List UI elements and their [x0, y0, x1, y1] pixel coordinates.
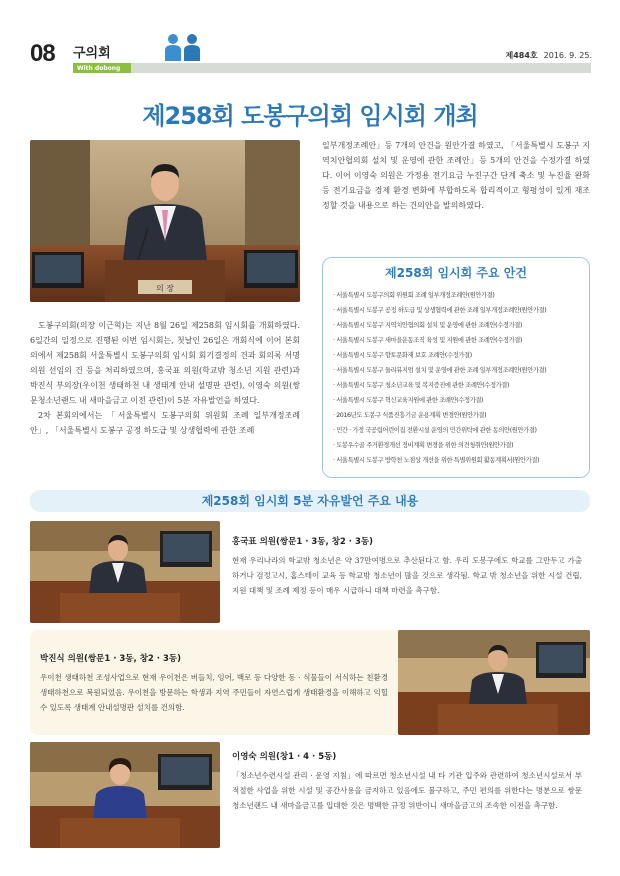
right-column-text	[322, 138, 590, 213]
page-number: 08	[30, 40, 55, 67]
issue-number: 제484호	[505, 51, 538, 60]
speaker-text-2: 우이천 생태하천 조성사업으로 현재 우이천은 버들치, 잉어, 백로 등 다양한 동 · 식물들이 서식하는 친환경 생태하천으로 복원되었음. 우이천을 방문하는 학생과 지역 주민들이 자연스럽게 생태환경을 이해하고 익힐 수 있도록 생태계 안내설명판 설치를 건의함.	[40, 673, 388, 712]
speaker-photo-1	[30, 521, 220, 623]
right-paragraph: 일부개정조례안」등 7개의 안건을 원안가결 하였고, 「서울특별시 도봉구 지역치안협의회 설치 및 운영에 관한 조례안」등 5개의 안건을 수정가결 하였다. 이어 이영숙 의원은 가정용 전기요금 누진구간 단계 축소 및 누진율 완화 등 전기요금을 경제 환경 변화에 부합하도록 합리적이고 형평성이 있게 재조정할 것을 내용으로 하는 건의안을 발의하였다.	[322, 141, 590, 210]
speaker-panel-2	[30, 630, 590, 735]
agenda-item: · 서울특별시 도봉구 혁신교육지원에 관한 조례안(수정가결)	[333, 397, 484, 404]
agenda-item: · 서울특별시 도봉구 지역치안협의회 설치 및 운영에 관한 조례안(수정가결)	[333, 322, 523, 329]
agenda-item: · 서울특별시 도봉구 둘리뮤지엄 설치 및 운영에 관한 조례 일부개정조례안(원안가결)	[333, 367, 547, 374]
agenda-item: · 민간 · 가정 국공립어린이집 전환시설 운영의 민간위탁에 관한 동의안(원안가결)	[333, 427, 537, 434]
agenda-title: 제258회 임시회 주요 안건	[385, 266, 527, 280]
chairman-photo	[30, 140, 300, 302]
section-subtitle: With dobong	[73, 63, 131, 73]
agenda-list	[333, 288, 587, 468]
intro-text	[30, 318, 300, 438]
speaker-text-3: 「청소년수련시설 관리 · 운영 지침」에 따르면 청소년시설 내 타 기관 입주와 관련하여 청소년시설로서 부적절한 사업을 위한 시설 및 공간사용을 금지하고 있음에도 불구하고, 주민 편의를 위한다는 명분으로 쌍문청소년랜드 내 새마을금고를 입대한 것은 명백한 규정 위반이니 새마을금고의 조속한 이전을 촉구함.	[232, 771, 582, 810]
nameplate-text: 의 장	[156, 284, 174, 293]
agenda-item: · 서울특별시 도봉구의회 위원회 조례 일부개정조례안(원안가결)	[333, 292, 495, 299]
speaker-name-2: 박진식 의원(쌍문1 · 3동, 창2 · 3동)	[40, 654, 181, 664]
speaker-panel-3	[30, 742, 590, 848]
speaker-photo-3	[30, 742, 220, 848]
article-title: 제258회 도봉구의회 임시회 개최	[142, 102, 478, 130]
agenda-item: · 서울특별시 도봉구 청소년교육 및 복지증진에 관한 조례안(수정가결)	[333, 382, 510, 389]
issue-date: 2016. 9. 25.	[543, 51, 592, 60]
agenda-item: · 2016년도 도봉구 식품진흥기금 운용계획 변경안(원안가결)	[333, 412, 487, 419]
people-icon	[162, 32, 204, 62]
speaker-panel-1	[30, 521, 590, 623]
speaker-name-3: 이영숙 의원(창1 · 4 · 5동)	[232, 752, 337, 762]
section-title: 구의회	[73, 46, 111, 61]
speaker-name-1: 홍국표 의원(쌍문1 · 3동, 창2 · 3동)	[232, 537, 373, 547]
agenda-box	[322, 257, 590, 478]
header-rule	[73, 63, 591, 73]
agenda-item: · 서울특별시 도봉구 향토문화재 보호 조례안(수정가결)	[333, 352, 472, 359]
page-header	[0, 0, 620, 76]
issue-info	[506, 50, 593, 61]
agenda-item: · 서울특별시 도봉구 공정 하도급 및 상생협력에 관한 조례 일부개정조례안(원안가결)	[333, 307, 547, 314]
speaker-photo-2	[398, 630, 590, 735]
intro-paragraph-1: 도봉구의회(의장 이근혁)는 지난 8월 26일 제258회 임시회를 개회하였다. 6일간의 일정으로 진행된 이번 임시회는, 첫날인 26일은 개회식에 이어 본회의에서 제258회 서울특별시 도봉구의회 임시회 회기결정의 건과 회의록 서명의원 선임의 건 등을 처리하였으며, 홍국표 의원(학교밖 청소년 지원 관련)과 박진식 부의장(우이천 생태하천 내 생태계 안내 설명판 관련), 이영숙 의원(쌍문청소년랜드 내 새마을금고 이전 관련)이 5분 자유발언을 하였다.	[30, 321, 300, 405]
speaker-text-1: 현재 우리나라의 학교밖 청소년은 약 37만여명으로 추산된다고 함. 우리 도봉구에도 학교를 그만두고 가출하거나 검정고시, 홈스테이 교육 등 학교밖 청소년이 많을 것으로 생각됨. 학교 밖 청소년을 위한 시설 건립, 지원 대책 및 조례 제정 등이 매우 시급하니 대책 마련을 촉구함.	[232, 556, 582, 595]
speech-section-title: 제258회 임시회 5분 자유발언 주요 내용	[30, 490, 590, 512]
agenda-item: · 도봉우수골 주거환경개선 정비계획 변경을 위한 의견청취안(원안가결)	[333, 442, 514, 449]
agenda-item: · 서울특별시 도봉구 방학천 노점상 개선을 위한 특별위원회 활동계획서(원안가결)	[333, 457, 540, 464]
intro-paragraph-2: 2차 본회의에서는 「서울특별시 도봉구의회 위원회 조례 일부개정조례안」, 「서울특별시 도봉구 공정 하도급 및 상생협력에 관한 조례	[30, 411, 300, 435]
agenda-item: · 서울특별시 도봉구 새마을운동조직 육성 및 지원에 관한 조례안(수정가결)	[333, 337, 523, 344]
